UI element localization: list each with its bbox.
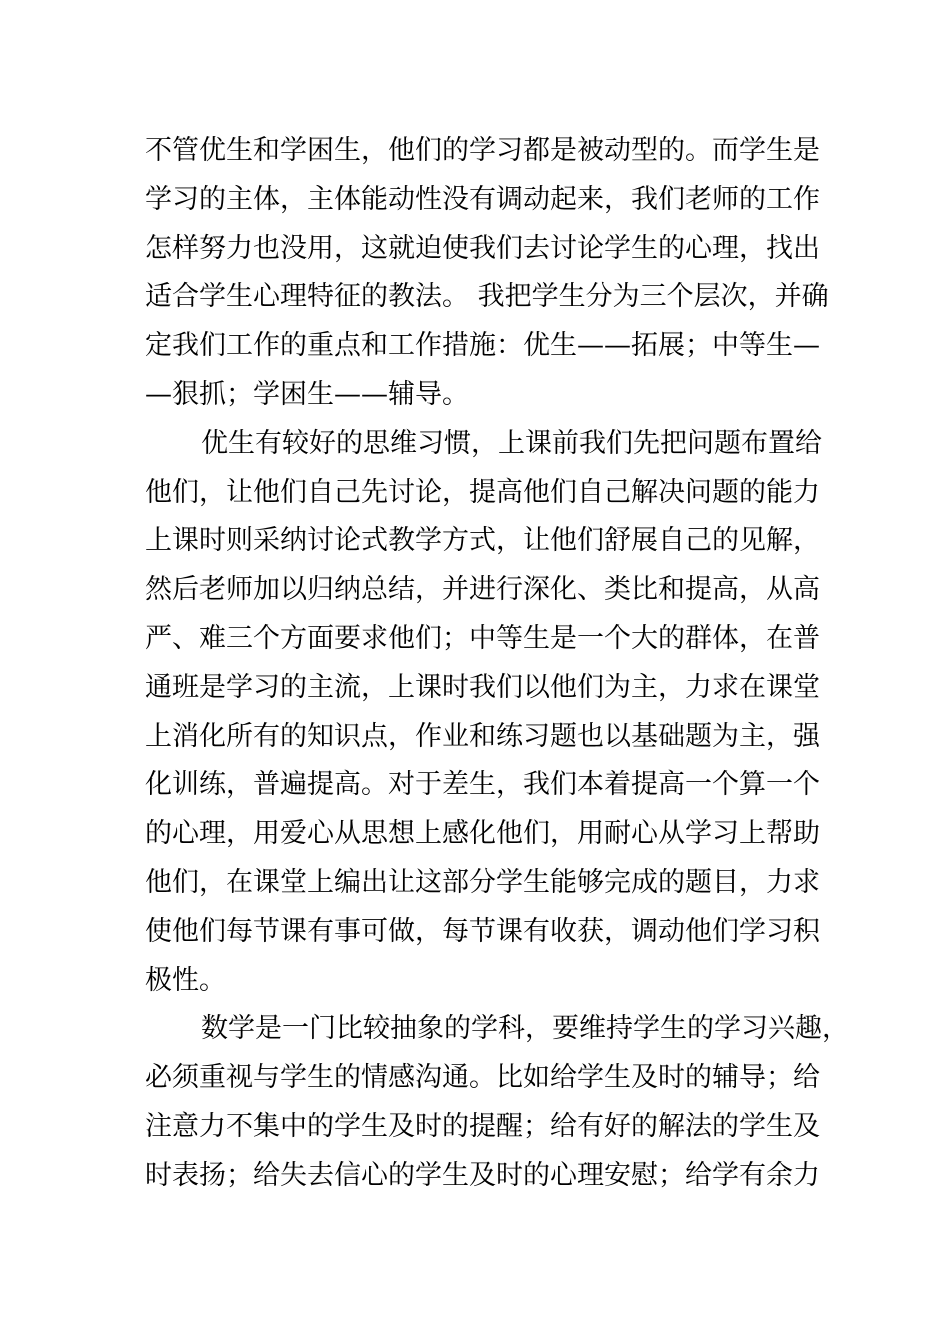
text-line: 不管优生和学困生，他们的学习都是被动型的。而学生是	[145, 135, 820, 166]
paragraph-3	[145, 1005, 849, 1200]
text-line: —狠抓；学困生——辅导。	[145, 378, 469, 410]
text-line: 学习的主体，主体能动性没有调动起来，我们老师的工作	[145, 183, 820, 215]
text-line: 定我们工作的重点和工作措施：优生——拓展；中等生—	[145, 330, 820, 362]
text-line: 必须重视与学生的情感沟通。比如给学生及时的辅导；给	[145, 1062, 820, 1094]
text-line: 上消化所有的知识点，作业和练习题也以基础题为主，强	[145, 720, 820, 752]
text-line: 然后老师加以归纳总结，并进行深化、类比和提高，从高	[145, 574, 820, 606]
document-body	[145, 127, 849, 1201]
text-line: 优生有较好的思维习惯，上课前我们先把问题布置给	[201, 427, 822, 459]
text-line: 极性。	[145, 964, 226, 996]
text-line: 严、难三个方面要求他们；中等生是一个大的群体，在普	[145, 622, 820, 654]
text-line: 他们，在课堂上编出让这部分学生能够完成的题目，力求	[145, 866, 820, 898]
text-line: 时表扬；给失去信心的学生及时的心理安慰；给学有余力	[145, 1159, 820, 1191]
text-line: 使他们每节课有事可做，每节课有收获，调动他们学习积	[145, 915, 820, 947]
paragraph-2	[145, 420, 822, 1006]
text-line: 他们，让他们自己先讨论，提高他们自己解决问题的能力	[145, 476, 820, 508]
text-line: 数学是一门比较抽象的学科，要维持学生的学习兴趣，	[201, 1013, 849, 1045]
text-line: 的心理，用爱心从思想上感化他们，用耐心从学习上帮助	[145, 818, 820, 850]
text-line: 怎样努力也没用，这就迫使我们去讨论学生的心理，找出	[145, 232, 820, 264]
text-line: 上课时则采纳讨论式教学方式，让他们舒展自己的见解，	[145, 525, 820, 557]
text-line: 适合学生心理特征的教法。 我把学生分为三个层次，并确	[145, 281, 829, 313]
text-line: 注意力不集中的学生及时的提醒；给有好的解法的学生及	[145, 1110, 820, 1142]
paragraph-1	[145, 127, 829, 420]
text-line: 通班是学习的主流，上课时我们以他们为主，力求在课堂	[145, 671, 820, 703]
text-line: 化训练，普遍提高。对于差生，我们本着提高一个算一个	[145, 769, 820, 801]
